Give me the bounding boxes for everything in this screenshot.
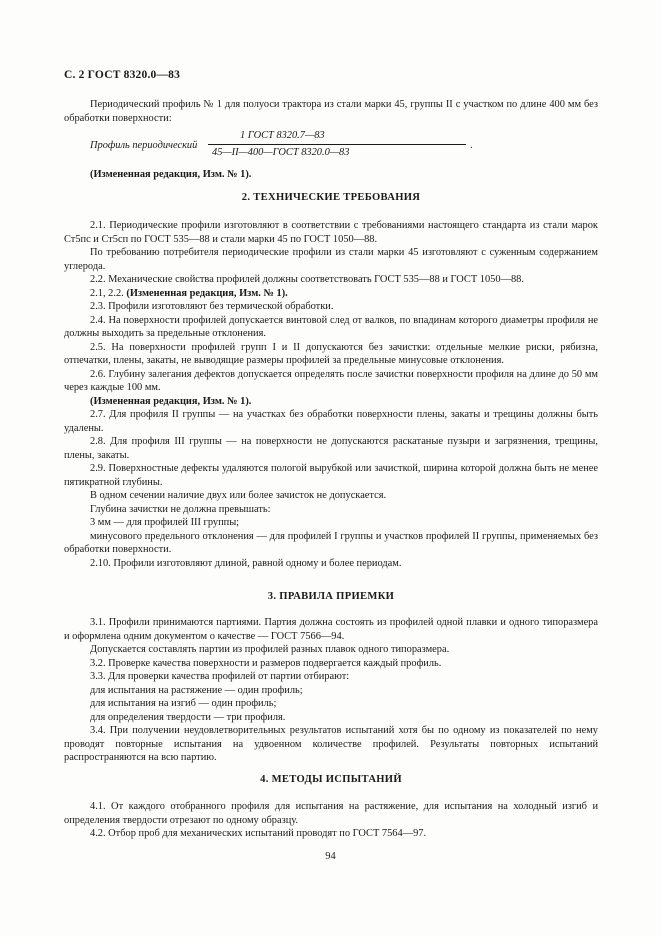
paragraph-3-3: 3.3. Для проверки качества профилей от партии отбирают: xyxy=(90,671,350,682)
paragraph-3-3-a: для испытания на растяжение — один профиль; xyxy=(90,684,303,696)
intro-paragraph: Периодический профиль № 1 для полуоси трактора из стали марки 45, группы II с участком по длине 400 мм без обработки поверхности: xyxy=(64,99,598,124)
formula-label: Профиль периодический xyxy=(90,140,198,151)
revision-note: (Измененная редакция, Изм. № 1). xyxy=(126,287,288,299)
paragraph-2-8: 2.8. Для профиля III группы — на поверхности не допускаются раскатаные пузыри и загрязнения, трещины, плены, закаты. xyxy=(64,436,598,461)
paragraph-2-1: 2.1. Периодические профили изготовляют в соответствии с требованиями настоящего стандарта из стали марок Ст5пс и Ст5сп по ГОСТ 535—88 и стали марки 45 по ГОСТ 1050—88. xyxy=(64,220,598,245)
intro-revision-block xyxy=(64,168,598,182)
formula-fraction-line xyxy=(208,144,466,145)
revision-prefix: 2.1, 2.2. xyxy=(90,287,127,299)
paragraph-3-1: 3.1. Профили принимаются партиями. Партия должна состоять из профилей одной плавки и одного типоразмера и оформлена одним документом о качестве — ГОСТ 7566—94. xyxy=(64,617,598,642)
paragraph-2-2: 2.2. Механические свойства профилей должны соответствовать ГОСТ 535—88 и ГОСТ 1050—88. xyxy=(90,274,524,285)
paragraph-4-1: 4.1. От каждого отобранного профиля для испытания на растяжение, для испытания на холодный изгиб и определения твердости отрезают по одному образцу. xyxy=(64,801,598,826)
revision-note: (Измененная редакция, Изм. № 1). xyxy=(90,169,252,180)
paragraph-3-2: 3.2. Проверке качества поверхности и размеров подвергается каждый профиль. xyxy=(90,657,442,669)
paragraph-2-9-d: минусового предельного отклонения — для профилей I группы и участков профилей II группы, применяемых без обработки поверхности. xyxy=(64,530,598,555)
page-number: 94 xyxy=(325,851,336,862)
section-4-body xyxy=(64,800,598,841)
paragraph-2-4: 2.4. На поверхности профилей допускается винтовой след от валков, по впадинам которого диаметры профиля не должны выходить за предельные отклонения. xyxy=(64,314,598,339)
paragraph-3-3-b: для испытания на изгиб — один профиль; xyxy=(90,698,277,709)
section-3-body xyxy=(64,616,598,765)
paragraph-4-2: 4.2. Отбор проб для механических испытаний проводят по ГОСТ 7564—97. xyxy=(90,828,427,839)
formula-numerator: 1 ГОСТ 8320.7—83 xyxy=(240,130,325,141)
paragraph-2-3: 2.3. Профили изготовляют без термической обработки. xyxy=(90,301,334,312)
intro-block xyxy=(64,98,598,125)
paragraph-3-3-c: для определения твердости — три профиля. xyxy=(90,711,286,723)
paragraph-2-6: 2.6. Глубину залегания дефектов допускается определять после зачистки поверхности профиля на длине до 50 мм через каждые 100 мм. xyxy=(64,368,598,393)
section-2-body xyxy=(64,219,598,570)
section-3-title: 3. ПРАВИЛА ПРИЕМКИ xyxy=(267,591,395,602)
formula-denominator: 45—II—400—ГОСТ 8320.0—83 xyxy=(212,147,350,158)
paragraph-2-9-a: В одном сечении наличие двух или более зачисток не допускается. xyxy=(90,490,387,501)
paragraph-2-7: 2.7. Для профиля II группы — на участках без обработки поверхности плены, закаты и трещины должны быть удалены. xyxy=(64,409,598,434)
paragraph-revision-2-1-2-2 xyxy=(64,287,598,301)
section-4-title: 4. МЕТОДЫ ИСПЫТАНИЙ xyxy=(260,774,402,785)
section-2-title: 2. ТЕХНИЧЕСКИЕ ТРЕБОВАНИЯ xyxy=(241,192,421,203)
paragraph-2-9: 2.9. Поверхностные дефекты удаляются пологой вырубкой или зачисткой, ширина которой должна быть не менее пятикратной глубины. xyxy=(64,463,598,488)
formula-end: . xyxy=(470,140,473,151)
formula xyxy=(90,130,490,162)
page-header: С. 2 ГОСТ 8320.0—83 xyxy=(64,69,181,81)
paragraph-2-10: 2.10. Профили изготовляют длиной, равной одному и более периодам. xyxy=(90,557,402,569)
paragraph-3-4: 3.4. При получении неудовлетворительных результатов испытаний хотя бы по одному из показателей по нему проводят повторные испытания на удвоенном количестве профилей. Результаты повторных испытаний распространяются на всю партию. xyxy=(64,725,598,763)
paragraph-3-1-note: Допускается составлять партии из профилей разных плавок одного типоразмера. xyxy=(90,644,450,655)
paragraph-2-9-c: 3 мм — для профилей III группы; xyxy=(90,517,240,528)
revision-note: (Измененная редакция, Изм. № 1). xyxy=(90,395,252,407)
paragraph-2-1-note: По требованию потребителя периодические профили из стали марки 45 изготовляют с суженным содержанием углерода. xyxy=(64,247,598,272)
paragraph-2-9-b: Глубина зачистки не должна превышать: xyxy=(90,503,271,515)
paragraph-2-5: 2.5. На поверхности профилей групп I и II допускаются без зачистки: отдельные мелкие риски, рябизна, отпечатки, плены, закаты, не выводящие размеры профилей за предельные минусовые отклонения. xyxy=(64,341,598,366)
